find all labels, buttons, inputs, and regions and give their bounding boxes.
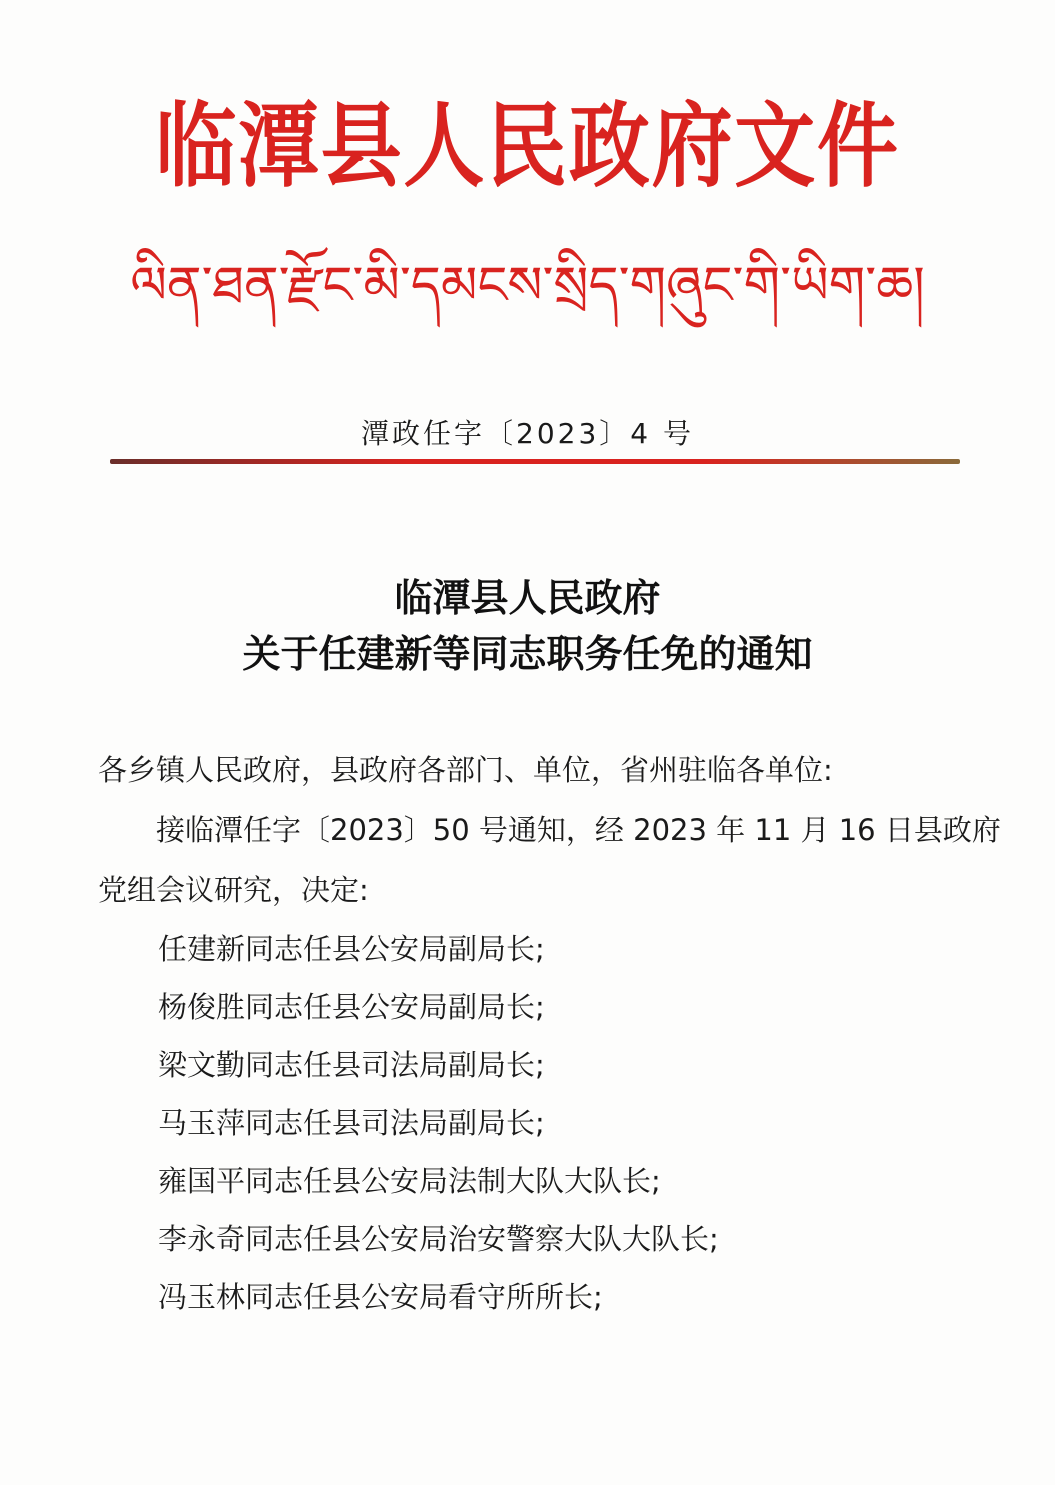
intro-line-1: 接临潭任字〔2023〕50 号通知，经 2023 年 11 月 16 日县政府 — [156, 813, 1001, 847]
document-title-line-2: 关于任建新等同志职务任免的通知 — [242, 631, 813, 676]
appointment-list — [98, 920, 988, 1326]
appointment-item: 任建新同志任县公安局副局长; — [158, 932, 545, 966]
document-body — [98, 740, 1001, 1326]
document-number: 潭政任字〔2023〕4 号 — [361, 417, 694, 450]
masthead-title: 临潭县人民政府文件 — [155, 92, 900, 200]
recipients-line: 各乡镇人民政府，县政府各部门、单位，省州驻临各单位: — [98, 753, 833, 787]
document-title — [0, 570, 1055, 682]
appointment-item: 梁文勤同志任县司法局副局长; — [158, 1048, 545, 1082]
appointment-item: 马玉萍同志任县司法局副局长; — [158, 1106, 545, 1140]
appointment-item: 冯玉林同志任县公安局看守所所长; — [158, 1280, 603, 1314]
intro-line-2: 党组会议研究，决定: — [98, 873, 369, 907]
masthead-tibetan-title: ལིན་ཐན་རྫོང་མི་དམངས་སྲིད་གཞུང་གི་ཡིག་ཆ། — [130, 256, 925, 316]
document-title-line-1: 临潭县人民政府 — [394, 575, 661, 620]
appointment-item: 雍国平同志任县公安局法制大队大队长; — [158, 1164, 661, 1198]
appointment-item: 杨俊胜同志任县公安局副局长; — [158, 990, 545, 1024]
red-divider-line — [110, 459, 960, 464]
appointment-item: 李永奇同志任县公安局治安警察大队大队长; — [158, 1222, 719, 1256]
